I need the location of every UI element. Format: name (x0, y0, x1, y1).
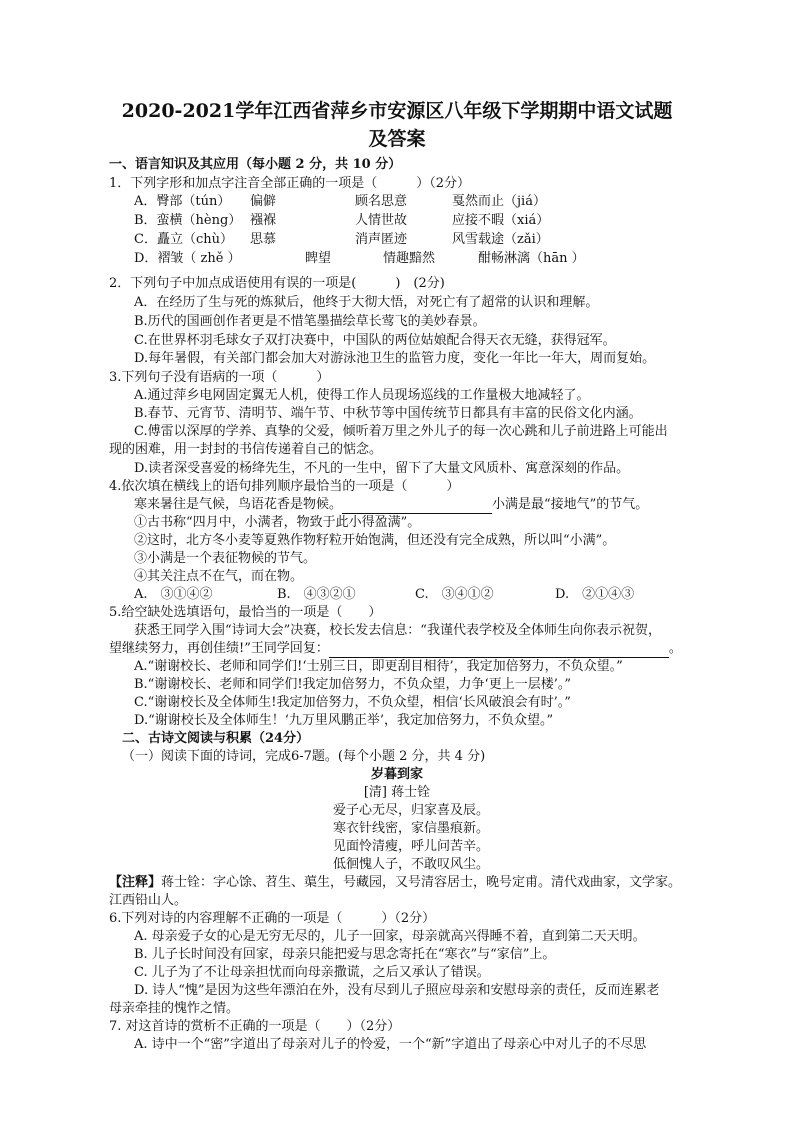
q6-option-c: C. 儿子为了不让母亲担忧而向母亲撒谎，之后又承认了错误。 (134, 965, 490, 980)
q5-option-c: C.“谢谢校长及全体师生!我定加倍努力，不负众望，相信‘长风破浪会有时’。” (134, 695, 571, 710)
q1-stem: 1．下列字形和加点字注音全部正确的一项是（ ）（2分） (109, 176, 471, 191)
q2-stem: 2．下列句子中加点成语使用有误的一项是( ) (2分) (109, 276, 445, 291)
poem-note-text: 蒋士铨：字心馀、苕生、蕖生，号藏园，又号清容居士，晚号定甫。清代戏曲家，文学家。 (161, 875, 682, 890)
q1-row-a-col3: 顾名思意 (355, 194, 408, 209)
q5-context-2 (109, 640, 682, 658)
q4-intro (134, 496, 648, 514)
q1-row-d-col1: D．褶皱（ zhě ） (134, 251, 241, 266)
q3-option-d: D.读者深受喜爱的杨绛先生，不凡的一生中，留下了大量文风质朴、寓意深刻的作品。 (134, 461, 630, 476)
q5-context-2-text: 望继续努力，再创佳绩!”王同学回复： (109, 641, 329, 656)
q1-row-d-col3: 情趣黯然 (383, 251, 436, 266)
q1-row-b-col1: B．蛮横（hèng） (134, 213, 242, 228)
q6-option-b: B. 儿子长时间没有回家，母亲只能把爱与思念寄托在“寒衣”与“家信”上。 (134, 947, 556, 962)
q6-stem: 6.下列对诗的内容理解不正确的一项是（ ）（2分） (109, 911, 436, 926)
q1-row-d-col4: 酣畅淋漓（hān ） (478, 251, 585, 266)
q3-option-b: B.春节、元宵节、清明节、端午节、中秋节等中国传统节日都具有丰富的民俗文化内涵。 (134, 406, 642, 421)
q4-item-1: ①古书称“四月中，小满者，物致于此小得盈满”。 (134, 515, 421, 530)
poem-note-label: 【注释】 (109, 875, 162, 890)
q7-option-a: A. 诗中一个“密”字道出了母亲对儿子的怜爱，一个“新”字道出了母亲心中对儿子的不尽思 (134, 1037, 647, 1052)
poem-line-2: 寒衣针线密，家信墨痕新。 (333, 821, 490, 836)
q5-context-1: 获悉王同学入围“诗词大会”决赛，校长发去信息：“我谨代表学校及全体师生向你表示祝贺， (134, 623, 661, 638)
q4-stem: 4.依次填在横线上的语句排列顺序最恰当的一项是（ ） (109, 479, 460, 494)
q1-row-b-col4: 应接不暇（xiá） (452, 213, 550, 228)
section2-part1: （一）阅读下面的诗词，完成6-7题。(每个小题 2 分，共 4 分) (122, 749, 486, 764)
section1-heading: 一、语言知识及其应用（每小题 2 分，共 10 分） (109, 157, 402, 172)
q4-intro-before: 寒来暑往是气候，鸟语花香是物候。 (134, 497, 343, 512)
q1-row-a-col4: 戛然而止（jiá） (452, 194, 546, 209)
q6-option-d: D. 诗人“愧”是因为这些年漂泊在外，没有尽到儿子照应母亲和安慰母亲的责任，反而连累老 (134, 983, 660, 998)
poem-author: [清] 蒋士铨 (363, 785, 431, 800)
q2-option-d: D.每年暑假，有关部门都会加大对游泳池卫生的监管力度，变化一年比一年大，周而复始。 (134, 351, 656, 366)
q6-option-d-cont: 母亲牵挂的愧怍之情。 (109, 1001, 240, 1016)
q4-item-3: ③小满是一个表征物候的节气。 (134, 551, 317, 566)
q5-stem: 5.给空缺处选填语句，最恰当的一项是（ ） (109, 605, 382, 620)
q4-choice-d: D. ②①④③ (555, 587, 635, 602)
q6-option-a: A. 母亲爱子女的心是无穷无尽的，儿子一回家，母亲就高兴得睡不着，直到第二天天明。 (134, 929, 646, 944)
q2-option-b: B.历代的国画创作者更是不惜笔墨描绘草长莺飞的美妙春景。 (134, 314, 486, 329)
q1-row-c-col3: 消声匿迹 (355, 232, 408, 247)
page-title-line1: 2020-2021学年江西省萍乡市安源区八年级下学期期中语文试题 (121, 100, 673, 122)
q1-row-a-col2: 偏僻 (250, 194, 277, 209)
q1-row-c-col1: C．矗立（chù） (134, 232, 233, 247)
poem-title: 岁暮到家 (370, 767, 423, 782)
q2-option-c: C.在世界杯羽毛球女子双打决赛中，中国队的两位姑娘配合得天衣无缝，获得冠军。 (134, 333, 616, 348)
q3-option-a: A.通过萍乡电网固定翼无人机，使得工作人员现场巡线的工作量极大地减轻了。 (134, 388, 590, 403)
poem-line-4: 低徊愧人子，不敢叹风尘。 (333, 857, 490, 872)
q3-stem: 3.下列句子没有语病的一项（ ） (109, 370, 330, 385)
q5-option-b: B.“谢谢校长、老师和同学们!我定加倍努力，不负众望，力争‘更上一层楼’。” (134, 677, 571, 692)
q1-row-b-col2: 襁褓 (250, 213, 277, 228)
q4-item-2: ②这时，北方冬小麦等夏熟作物籽粒开始饱满，但还没有完全成熟，所以叫“小满”。 (134, 533, 616, 548)
page-title-line2: 及答案 (368, 128, 426, 150)
q1-row-a-col1: A．臀部（tún） (134, 194, 231, 209)
q4-answer-blank[interactable] (342, 499, 492, 514)
q1-row-c-col2: 思慕 (250, 232, 277, 247)
poem-line-3: 见面怜清瘦，呼儿问苦辛。 (333, 839, 490, 854)
q5-option-a: A.“谢谢校长、老师和同学们!‘士别三日，即更刮目相待’，我定加倍努力，不负众望。” (134, 659, 623, 674)
q3-option-c: C.傅雷以深厚的学养、真挚的父爱，倾听着万里之外儿子的每一次心跳和儿子前进路上可能出 (134, 424, 668, 439)
q1-row-c-col4: 风雪载途（zǎi） (452, 232, 549, 247)
q4-choice-a: A. ③①④② (134, 587, 213, 602)
q2-option-a: A．在经历了生与死的炼狱后，他终于大彻大悟，对死亡有了超常的认识和理解。 (134, 295, 599, 310)
poem-note-cont: 江西铅山人。 (109, 893, 188, 908)
q1-row-d-col2: 睥望 (305, 251, 332, 266)
q4-intro-after: 小满是最“接地气”的节气。 (492, 497, 649, 512)
poem-note (109, 874, 681, 892)
poem-line-1: 爱子心无尽，归家喜及辰。 (333, 803, 490, 818)
q4-choice-b: B. ④③②① (277, 587, 356, 602)
q5-context-2-end: 。 (668, 641, 682, 656)
section2-heading: 二、古诗文阅读与积累（24分） (122, 731, 310, 746)
q4-item-4: ④其关注点不在气，而在物。 (134, 569, 304, 584)
q4-choice-c: C. ③④①② (415, 587, 494, 602)
q5-option-d: D.“谢谢校长及全体师生！‘九万里风鹏正举’，我定加倍努力，不负众望。” (134, 713, 554, 728)
q5-answer-blank[interactable] (329, 643, 669, 658)
q7-stem: 7. 对这首诗的赏析不正确的一项是（ ）（2分） (109, 1019, 401, 1034)
q1-row-b-col3: 人情世故 (355, 213, 408, 228)
q3-option-c-cont: 现的困难，用一封封的书信传递着自己的惦念。 (109, 442, 383, 457)
